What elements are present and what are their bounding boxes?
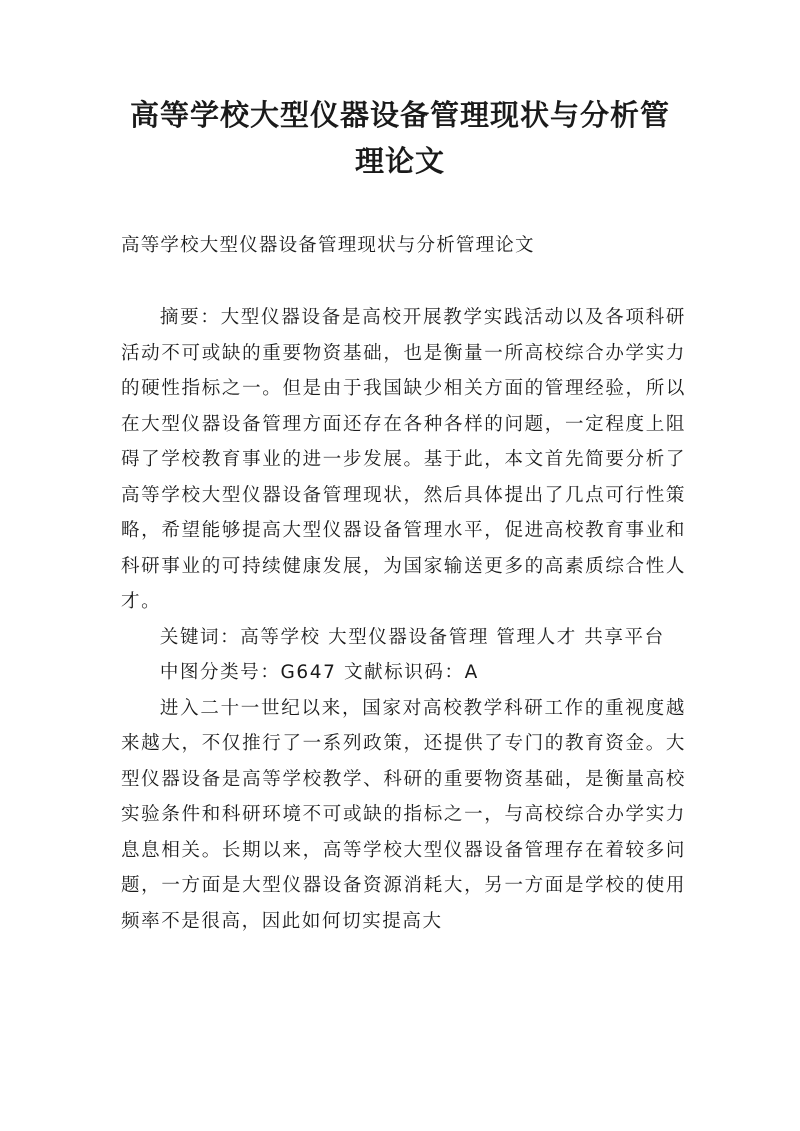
title-line-2: 理论文: [354, 144, 445, 178]
document-title: [100, 92, 700, 184]
keywords-paragraph: 关键词：高等学校 大型仪器设备管理 管理人才 共享平台: [159, 626, 665, 648]
abstract-paragraph: 摘要：大型仪器设备是高校开展教学实践活动以及各项科研活动不可或缺的重要物资基础，也是衡量一所高校综合办学实力的硬性指标之一。但是由于我国缺少相关方面的管理经验，所以在大型仪器设备管理方面还存在各种各样的问题，一定程度上阻碍了学校教育事业的进一步发展。基于此，本文首先简要分析了高等学校大型仪器设备管理现状，然后具体提出了几点可行性策略，希望能够提高大型仪器设备管理水平，促进高校教育事业和科研事业的可持续健康发展，为国家输送更多的高素质综合性人才。: [121, 307, 686, 612]
document-body: [121, 300, 686, 939]
document-subtitle: 高等学校大型仪器设备管理现状与分析管理论文: [121, 235, 535, 256]
title-line-1: 高等学校大型仪器设备管理现状与分析管: [129, 98, 670, 132]
intro-paragraph: 进入二十一世纪以来，国家对高校教学科研工作的重视度越来越大，不仅推行了一系列政策，还提供了专门的教育资金。大型仪器设备是高等学校教学、科研的重要物资基础，是衡量高校实验条件和科研环境不可或缺的指标之一，与高校综合办学实力息息相关。长期以来，高等学校大型仪器设备管理存在着较多问题，一方面是大型仪器设备资源消耗大，另一方面是学校的使用频率不是很高，因此如何切实提高大: [121, 697, 686, 932]
classification-paragraph: 中图分类号：G647 文献标识码：A: [159, 662, 479, 683]
